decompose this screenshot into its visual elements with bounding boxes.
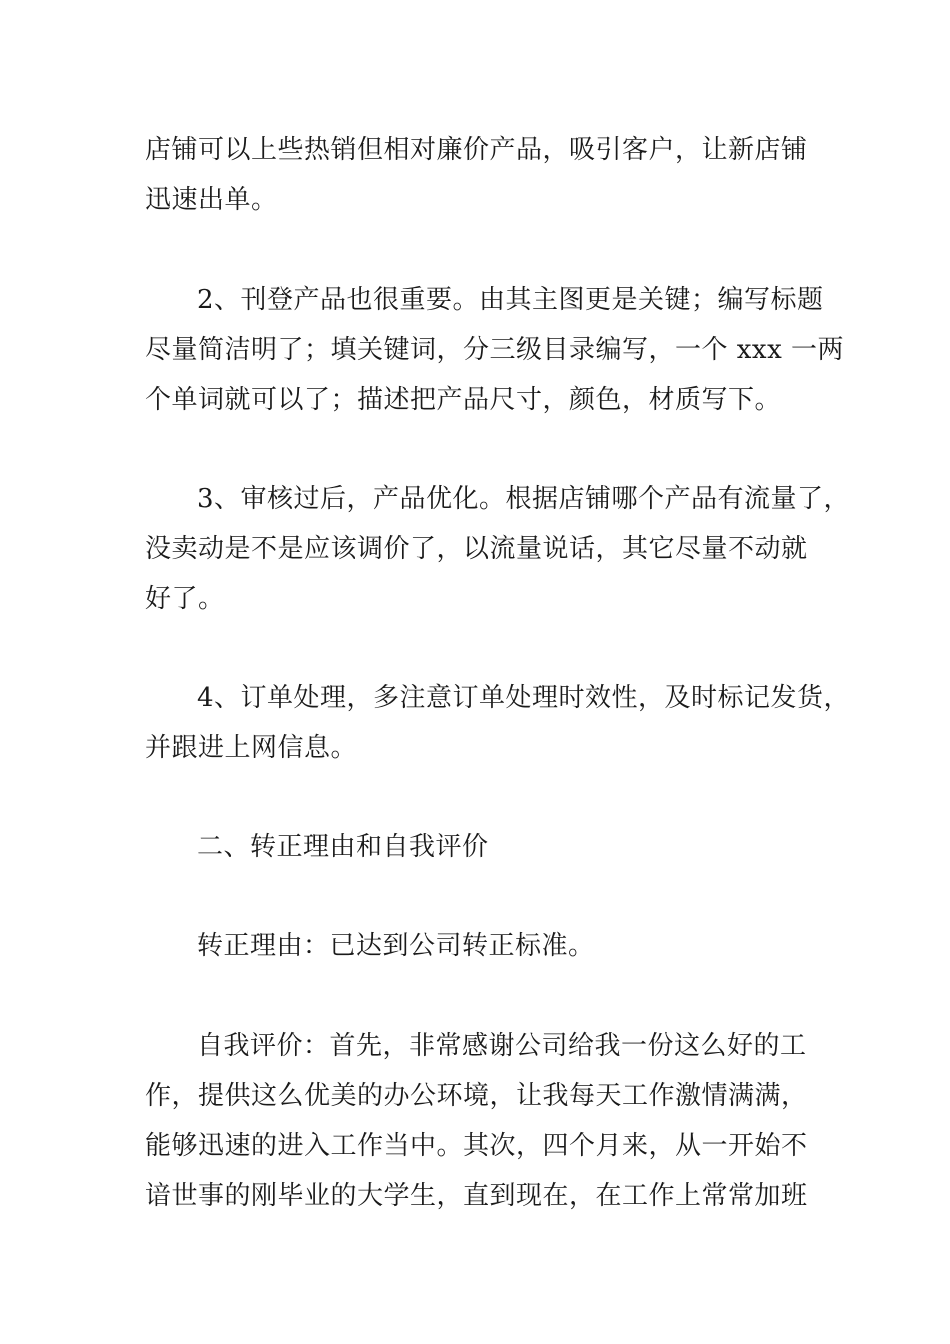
paragraph-2-line-3: 个单词就可以了；描述把产品尺寸，颜色，材质写下。 bbox=[145, 385, 782, 415]
paragraph-7-line-1: 自我评价：首先，非常感谢公司给我一份这么好的工 bbox=[197, 1031, 807, 1061]
paragraph-3-line-2: 没卖动是不是应该调价了，以流量说话，其它尽量不动就 bbox=[145, 534, 808, 564]
paragraph-6-line-1: 转正理由：已达到公司转正标准。 bbox=[197, 931, 595, 961]
paragraph-3-line-3: 好了。 bbox=[145, 584, 225, 614]
paragraph-7-line-3: 能够迅速的进入工作当中。其次，四个月来，从一开始不 bbox=[145, 1131, 808, 1161]
section-heading: 二、转正理由和自我评价 bbox=[197, 832, 489, 862]
paragraph-7-line-2: 作，提供这么优美的办公环境，让我每天工作激情满满， bbox=[145, 1081, 808, 1111]
paragraph-1-line-2: 迅速出单。 bbox=[145, 185, 278, 215]
paragraph-2-line-2: 尽量简洁明了；填关键词，分三级目录编写，一个 xxx 一两 bbox=[145, 335, 845, 365]
paragraph-2-line-1: 2、刊登产品也很重要。由其主图更是关键；编写标题 bbox=[197, 285, 824, 315]
paragraph-4-line-2: 并跟进上网信息。 bbox=[145, 733, 358, 763]
paragraph-3-line-1: 3、审核过后，产品优化。根据店铺哪个产品有流量了， bbox=[197, 484, 851, 514]
paragraph-7-line-4: 谙世事的刚毕业的大学生，直到现在，在工作上常常加班 bbox=[145, 1181, 808, 1211]
paragraph-1-line-1: 店铺可以上些热销但相对廉价产品，吸引客户，让新店铺 bbox=[145, 135, 808, 165]
paragraph-4-line-1: 4、订单处理，多注意订单处理时效性，及时标记发货， bbox=[197, 683, 851, 713]
